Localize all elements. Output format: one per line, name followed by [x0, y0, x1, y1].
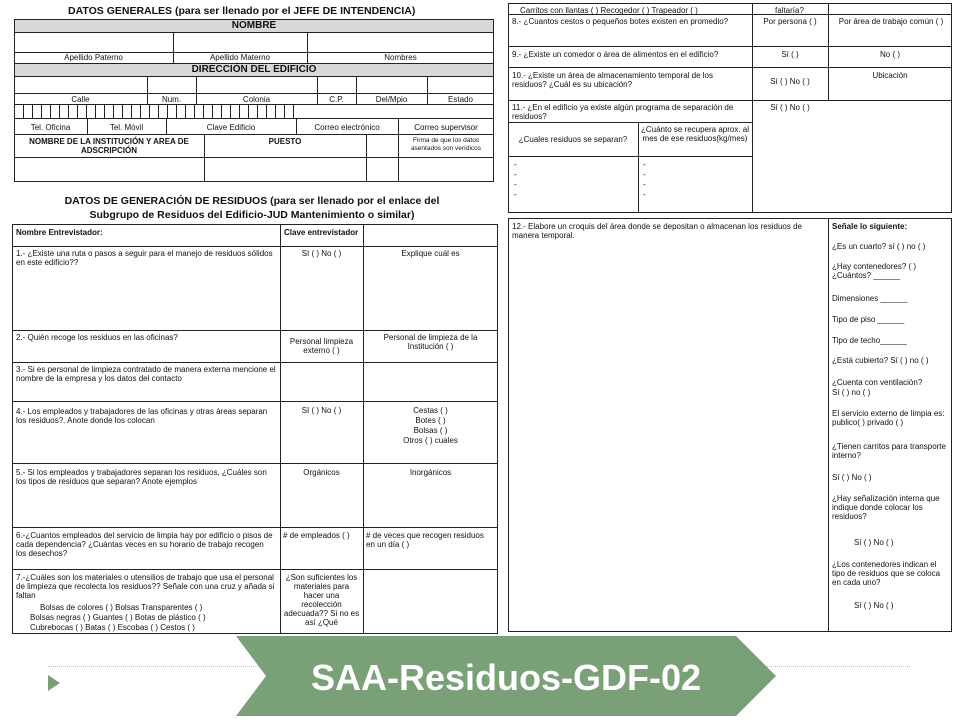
side-cuarto: ¿Es un cuarto? sí ( ) no ( ) — [832, 242, 926, 251]
correo-supervisor-label: Correo supervisor — [414, 123, 478, 132]
q7-text: 7.-¿Cuáles son los materiales o utensilios de trabajo que usa el personal de limpieza que recolecta los residuos?? Señale con una cruz y añada si faltan — [16, 573, 275, 600]
q11-dash-col1: - - - - — [514, 160, 517, 199]
q4-otros: Otros ( ) cuales — [403, 436, 458, 445]
side-servicio-externo: El servicio externo de limpia es: publico( ) privado ( ) — [832, 409, 945, 427]
q8-area: Por área de trabajo común ( ) — [838, 17, 944, 26]
side-cubierto: ¿Está cubierto? Sí ( ) no ( ) — [832, 356, 929, 365]
q8-text: 8.- ¿Cuantos cestos o pequeños botes existen en promedio? — [512, 17, 729, 26]
q6-veces: # de veces que recogen residuos en un día ( ) — [366, 531, 484, 549]
q11-text: 11.- ¿En el edificio ya existe algún programa de separación de residuos? — [512, 103, 734, 121]
q4-si-no: SI ( ) No ( ) — [301, 406, 342, 415]
q2-institucion: Personal de limpieza de la Institución ( ) — [383, 333, 478, 351]
faltaria-label: faltaría? — [775, 6, 804, 15]
generation-title-line2: Subgrupo de Residuos del Edificio-JUD Mantenimiento o similar) — [89, 209, 415, 221]
side-dimensiones: Dimensiones ______ — [832, 294, 908, 303]
calle-label: Calle — [71, 95, 90, 104]
q8-persona: Por persona ( ) — [763, 17, 817, 26]
side-ventilacion: ¿Cuenta con ventilación? — [832, 378, 923, 387]
q4-cestas: Cestas ( ) — [413, 406, 448, 415]
q4-botes: Botes ( ) — [415, 416, 446, 425]
q11-cuanto: ¿Cuánto se recupera aprox. al mes de ese residuos(kg/mes) — [640, 125, 750, 143]
q2-text: 2.- Quién recoge los residuos en las oficinas? — [16, 333, 178, 342]
q5-text: 5.- Si los empleados y trabajadores separan los residuos, ¿Cuáles son los tipos de residuos que separan? Anote ejemplos — [16, 468, 267, 486]
q11-cuales: ¿Cuales residuos se separan? — [518, 135, 628, 144]
datos-generales-section — [0, 0, 500, 190]
estado-label: Estado — [448, 95, 473, 104]
direccion-header: DIRECCIÓN DEL EDIFICIO — [191, 64, 317, 75]
q7-line3: Cubrebocas ( ) Batas ( ) Escobas ( ) Cestos ( ) — [30, 623, 195, 632]
q6-text: 6.-¿Cuantos empleados del servicio de limpia hay por edificio o pisos de cada dependencia? ¿Cuántas veces en su horario de trabajo recogen los desechos? — [16, 531, 273, 558]
q7-suficientes: ¿Son suficientes los materiales para hacer una recolección adecuada?? Si no es así ¿Qué — [283, 573, 360, 627]
nombre-header: NOMBRE — [231, 20, 277, 31]
side-ventilacion-opts: Sí ( ) no ( ) — [832, 388, 871, 397]
institucion-label: NOMBRE DE LA INSTITUCIÓN Y AREA DE ADSCRIPCIÓN — [29, 137, 189, 155]
q9-no: No ( ) — [880, 50, 900, 59]
top-row-items: Carritos con llantas ( ) Recogedor ( ) Trapeador ( ) — [520, 6, 698, 15]
q5-inorganicos: Inorgánicos — [409, 468, 452, 477]
q4-text: 4.- Los empleados y trabajadores de las oficinas y otras áreas separan los residuos?. Anote donde los colocan — [16, 407, 268, 425]
q1-si-no: SI ( ) No ( ) — [301, 249, 342, 258]
apellido-paterno-label: Apellido Paterno — [64, 53, 123, 62]
q3-text: 3.- Si es personal de limpieza contratado de manera externa mencione el nombre de la empresa y los datos del contacto — [16, 365, 276, 383]
q7-line2: Bolsas negras ( ) Guantes ( ) Botas de plástico ( ) — [30, 613, 206, 622]
colonia-label: Colonia — [242, 95, 271, 104]
q7-line1: Bolsas de colores ( ) Bolsas Transparentes ( ) — [40, 603, 203, 612]
num-label: Num. — [161, 95, 182, 104]
q4-bolsas: Bolsas ( ) — [413, 426, 448, 435]
q1-text: 1.- ¿Existe una ruta o pasos a seguir para el manejo de residuos sólidos en este edificio?? — [16, 249, 273, 267]
datos-generales-title: DATOS GENERALES (para ser llenado por el JEFE DE INTENDENCIA) — [68, 5, 416, 17]
q10-text: 10.- ¿Existe un área de almacenamiento temporal de los residuos? ¿Cuál es su ubicación? — [512, 71, 713, 89]
clave-edificio-label: Clave Edificio — [206, 123, 256, 132]
nombres-label: Nombres — [384, 53, 417, 62]
q5-organicos: Orgánicos — [303, 468, 340, 477]
firma-label: Firma de que los datos asentados son verídicos — [410, 137, 482, 152]
side-carritos-opts: Sí ( ) No ( ) — [832, 473, 872, 482]
side-cuantos: ¿Cuántos? ______ — [832, 271, 901, 280]
q1-explique: Explique cuál es — [401, 249, 460, 258]
q6-empleados: # de empleados ( ) — [283, 531, 350, 540]
side-senalizacion-opts: Sí ( ) No ( ) — [854, 538, 894, 547]
footer-title: SAA-Residuos-GDF-02 — [310, 657, 702, 698]
del-mpio-label: Del/Mpio — [375, 95, 408, 104]
nombre-entrevistador-label: Nombre Entrevistador: — [16, 228, 103, 237]
q2-externo: Personal limpieza externo ( ) — [289, 337, 354, 355]
footer-arrow-icon — [48, 675, 60, 691]
q11-si-no: Sí ( ) No ( ) — [770, 103, 810, 112]
q10-ubicacion: Ubicación — [872, 71, 908, 80]
q9-text: 9.- ¿Existe un comedor o área de alimentos en el edificio? — [512, 50, 719, 59]
side-contenedores-tipo: ¿Los contenedores indican el tipo de residuos que se coloca en cada uno? — [832, 560, 941, 587]
q12-text: 12.- Elabore un croquis del área donde se depositan o almacenan los residuos de manera temporal. — [512, 222, 802, 240]
croquis-area[interactable] — [510, 246, 826, 630]
tel-oficina-label: Tel. Oficina — [30, 123, 71, 132]
side-title: Señale lo siguiente: — [832, 222, 908, 231]
side-carritos: ¿Tienen carritos para transporte interno? — [832, 442, 946, 460]
puesto-label: PUESTO — [268, 137, 302, 146]
side-tipo-piso: Tipo de piso ______ — [832, 315, 905, 324]
q11-dash-col2: - - - - — [643, 160, 646, 199]
q10-si-no: Sí ( ) No ( ) — [770, 77, 810, 86]
q9-si: Sí ( ) — [781, 50, 799, 59]
side-senalizacion: ¿Hay señalización interna que indique donde colocar los residuos? — [832, 494, 940, 521]
apellido-materno-label: Apellido Materno — [209, 53, 271, 62]
side-tipo-techo: Tipo de techo______ — [832, 336, 907, 345]
generation-title-line1: DATOS DE GENERACIÓN DE RESIDUOS (para ser llenado por el enlace del — [64, 195, 440, 207]
phone-digit-boxes — [14, 104, 494, 118]
cp-label: C.P. — [329, 95, 344, 104]
clave-entrevistador-label: Clave entrevistador — [284, 228, 359, 237]
correo-electronico-label: Correo electrónico — [314, 123, 380, 132]
side-contenedores: ¿Hay contenedores? ( ) — [832, 262, 917, 271]
side-contenedores-opts: Sí ( ) No ( ) — [854, 601, 894, 610]
tel-movil-label: Tel. Móvil — [109, 123, 144, 132]
